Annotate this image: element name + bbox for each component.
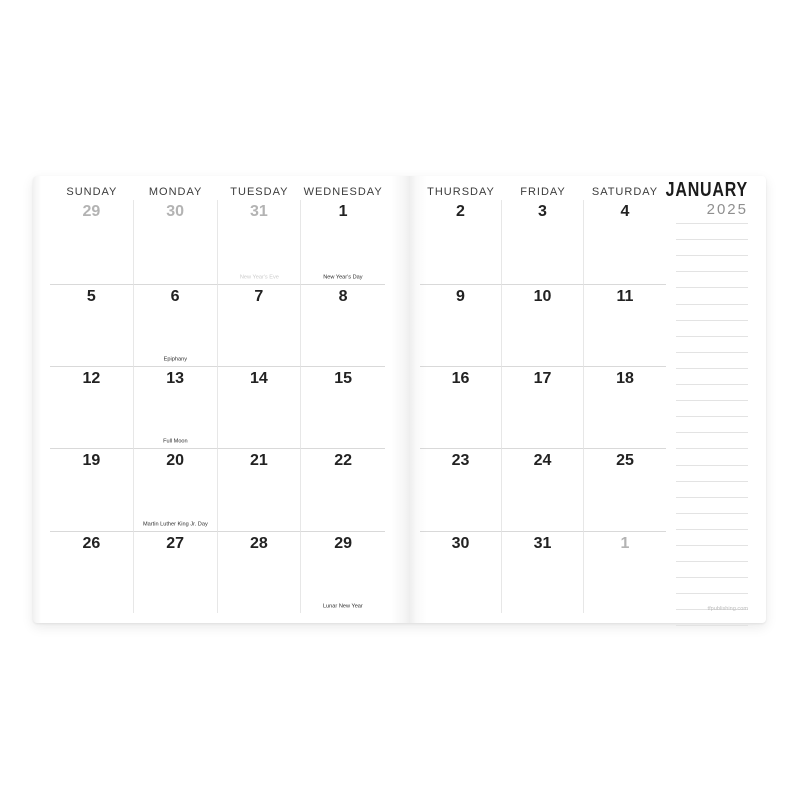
- right-page: [400, 176, 766, 623]
- day-cell: [584, 448, 666, 531]
- holiday-label: New Year's Day: [323, 274, 363, 281]
- day-number: 11: [616, 288, 634, 305]
- ruled-line: [676, 208, 748, 224]
- month-title: JANUARY: [665, 179, 748, 201]
- weekday-header-tuesday: TUESDAY: [230, 186, 289, 198]
- ruled-line: [676, 321, 748, 337]
- day-cell: [420, 366, 502, 448]
- day-cell: [584, 366, 666, 448]
- holiday-label: Full Moon: [162, 438, 188, 445]
- ruled-line: [676, 498, 748, 514]
- day-cell: [134, 366, 218, 448]
- ruled-line: [676, 610, 748, 626]
- day-number: 5: [86, 288, 96, 305]
- day-cell: [502, 200, 584, 284]
- day-cell: [301, 284, 385, 366]
- ruled-line: [676, 337, 748, 353]
- day-cell: [584, 531, 666, 613]
- ruled-line: [676, 305, 748, 321]
- ruled-line: [676, 385, 748, 401]
- day-cell: [134, 200, 218, 284]
- weekday-header-wednesday: WEDNESDAY: [303, 186, 383, 198]
- day-number: 13: [166, 370, 185, 387]
- day-cell: [50, 200, 134, 284]
- day-cell: [420, 200, 502, 284]
- day-number: 25: [616, 452, 634, 469]
- holiday-label: Martin Luther King Jr. Day: [142, 521, 208, 528]
- weekday-header-monday: MONDAY: [148, 186, 203, 198]
- day-number: 22: [334, 452, 353, 469]
- ruled-line: [676, 546, 748, 562]
- day-cell: [134, 531, 218, 613]
- day-number: 27: [166, 535, 185, 552]
- day-cell: [301, 448, 385, 531]
- ruled-line: [676, 369, 748, 385]
- day-number: 17: [533, 370, 552, 387]
- day-number: 23: [451, 452, 470, 469]
- holiday-label: New Year's Eve: [239, 274, 279, 281]
- day-number: 30: [451, 535, 470, 552]
- day-number: 29: [82, 203, 101, 220]
- day-cell: [50, 366, 134, 448]
- day-number: 16: [451, 370, 470, 387]
- day-cell: [50, 448, 134, 531]
- day-number: 1: [620, 535, 630, 552]
- day-number: 10: [533, 288, 552, 305]
- day-number: 21: [249, 452, 268, 469]
- day-number: 8: [338, 288, 348, 305]
- ruled-line: [676, 240, 748, 256]
- left-page: [33, 176, 400, 623]
- ruled-line: [676, 482, 748, 498]
- day-cell: [218, 531, 302, 613]
- day-cell: [420, 284, 502, 366]
- day-cell: [584, 200, 666, 284]
- day-number: 31: [249, 203, 268, 220]
- day-number: 24: [533, 452, 552, 469]
- ruled-line: [676, 449, 748, 465]
- day-cell: [301, 366, 385, 448]
- day-number: 3: [538, 203, 547, 220]
- planner-monthly-spread: [33, 176, 766, 623]
- day-number: 2: [456, 203, 465, 220]
- day-number: 15: [334, 370, 353, 387]
- day-cell: [134, 284, 218, 366]
- day-cell: [218, 366, 302, 448]
- day-number: 29: [334, 535, 353, 552]
- day-number: 18: [616, 370, 634, 387]
- ruled-line: [676, 224, 748, 240]
- notes-column: [665, 176, 748, 623]
- day-number: 6: [170, 288, 180, 305]
- ruled-line: [676, 514, 748, 530]
- ruled-line: [676, 272, 748, 288]
- holiday-label: Epiphany: [163, 356, 187, 363]
- branding-url: tfpublishing.com: [707, 605, 748, 612]
- ruled-lines: [676, 208, 748, 626]
- weekday-header-sunday: SUNDAY: [66, 186, 118, 198]
- day-cell: [50, 284, 134, 366]
- day-number: 19: [82, 452, 101, 469]
- holiday-label: Lunar New Year: [323, 603, 364, 610]
- weekday-header-friday: FRIDAY: [520, 186, 566, 198]
- right-weekday-header-row: [420, 184, 666, 200]
- day-cell: [301, 200, 385, 284]
- left-weekday-header-row: [50, 184, 385, 200]
- day-number: 7: [254, 288, 264, 305]
- day-number: 26: [82, 535, 101, 552]
- day-number: 28: [249, 535, 268, 552]
- day-cell: [420, 448, 502, 531]
- day-number: 20: [166, 452, 185, 469]
- day-number: 1: [338, 203, 348, 220]
- year-label: 2025: [706, 201, 748, 218]
- weekday-header-thursday: THURSDAY: [427, 186, 495, 198]
- day-number: 12: [82, 370, 101, 387]
- day-cell: [502, 531, 584, 613]
- day-cell: [218, 200, 302, 284]
- day-number: 14: [249, 370, 268, 387]
- day-cell: [218, 448, 302, 531]
- day-number: 31: [533, 535, 552, 552]
- day-cell: [301, 531, 385, 613]
- day-cell: [50, 531, 134, 613]
- day-cell: [420, 531, 502, 613]
- day-number: 9: [456, 288, 465, 305]
- ruled-line: [676, 417, 748, 433]
- ruled-line: [676, 256, 748, 272]
- day-cell: [584, 284, 666, 366]
- ruled-line: [676, 401, 748, 417]
- right-day-grid: [420, 200, 666, 613]
- weekday-header-saturday: SATURDAY: [591, 186, 659, 198]
- day-cell: [502, 284, 584, 366]
- day-cell: [218, 284, 302, 366]
- ruled-line: [676, 562, 748, 578]
- day-cell: [502, 366, 584, 448]
- day-number: 30: [166, 203, 185, 220]
- day-number: 4: [620, 203, 630, 220]
- left-day-grid: [50, 200, 385, 613]
- ruled-line: [676, 466, 748, 482]
- ruled-line: [676, 433, 748, 449]
- ruled-line: [676, 353, 748, 369]
- ruled-line: [676, 530, 748, 546]
- ruled-line: [676, 578, 748, 594]
- ruled-line: [676, 288, 748, 304]
- day-cell: [502, 448, 584, 531]
- day-cell: [134, 448, 218, 531]
